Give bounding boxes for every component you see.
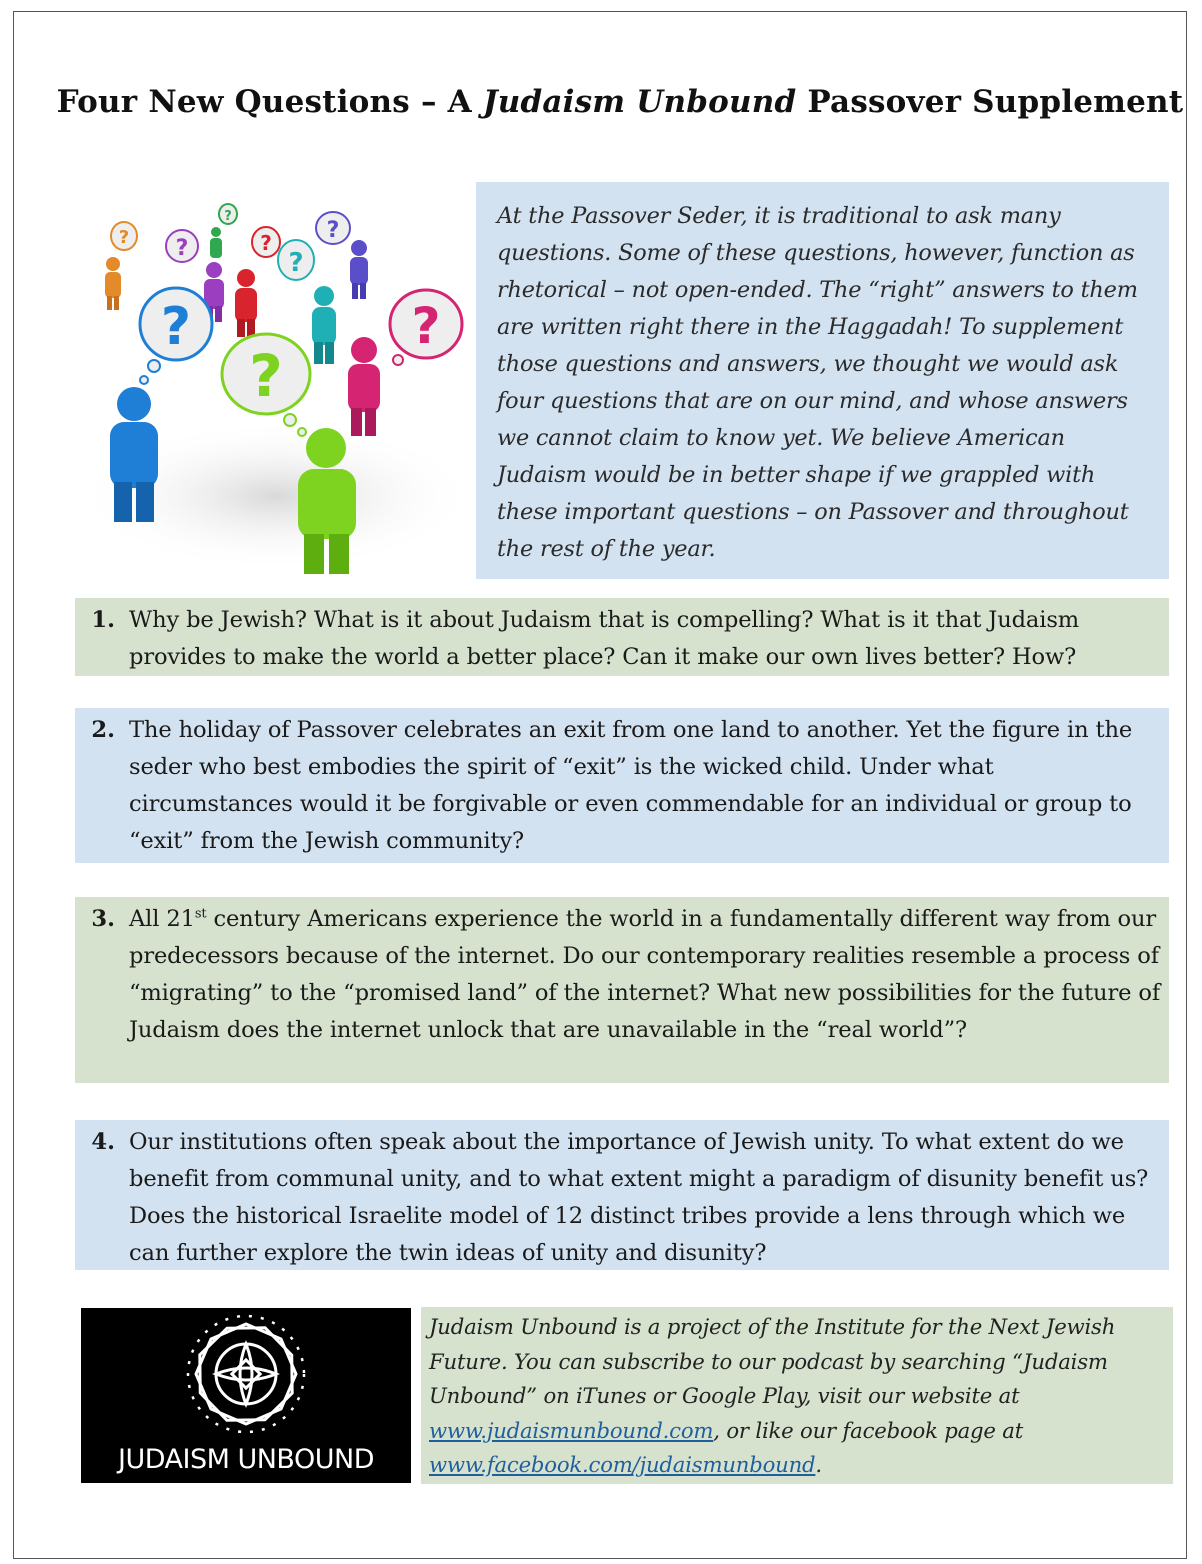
intro-box — [476, 182, 1169, 579]
svg-text:?: ? — [224, 209, 232, 224]
question-3-text-start: All 21 — [129, 906, 195, 932]
website-link[interactable]: www.judaismunbound.com — [429, 1417, 714, 1443]
bubble-orange-question — [111, 222, 137, 250]
bubble-green-question — [219, 204, 237, 224]
bubble-purple-question — [316, 212, 350, 244]
question-2-box — [75, 708, 1169, 863]
svg-text:?: ? — [260, 231, 272, 255]
bubble-lime-question — [222, 334, 310, 436]
judaism-unbound-logo — [81, 1308, 411, 1483]
question-4-text: Our institutions often speak about the importance of Jewish unity. To what extent do we benefit from communal unity, and to what extent might a paradigm of disunity benefit us? Does the historical Israelite model of 12 distinct tribes provide a lens through which we can further explore the twin ideas of unity and disunity? — [129, 1129, 1149, 1266]
title-part1: Four New Questions – A — [56, 84, 483, 120]
question-1-text: Why be Jewish? What is it about Judaism that is compelling? What is it that Judaism provides to make the world a better place? Can it make our own lives better? How? — [129, 607, 1080, 670]
question-3-ordinal: st — [194, 906, 207, 922]
footer-text-2: , or like our facebook page at — [713, 1417, 1024, 1443]
question-2-text: The holiday of Passover celebrates an exit from one land to another. Yet the figure in the seder who best embodies the spirit of “exit” is the wicked child. Under what circumstances would it be forgivable or even commendable for an individual or group to “exit” from the Jewish community? — [129, 717, 1133, 854]
svg-text:?: ? — [411, 297, 441, 355]
svg-text:?: ? — [326, 218, 340, 243]
svg-text:?: ? — [249, 342, 283, 410]
bubble-magenta-question — [390, 290, 462, 365]
title-part2: Passover Supplement — [796, 84, 1184, 120]
svg-text:?: ? — [160, 297, 192, 357]
svg-text:?: ? — [118, 227, 130, 248]
svg-text:?: ? — [288, 248, 304, 278]
question-1-box — [75, 598, 1169, 676]
svg-text:?: ? — [175, 236, 189, 261]
page-title — [0, 84, 1202, 120]
footer-text — [429, 1310, 1163, 1483]
footer-text-3: . — [815, 1452, 822, 1477]
intro-text: At the Passover Seder, it is traditional to ask many questions. Some of these questions, however, function as rhetorical – not open-ended. The “right” answers to them are written right there in the Haggadah! To supplement those questions and answers, we thought we would ask four questions that are on our mind, and whose answers we cannot claim to know yet. We believe American Judaism would be in better shape if we grappled with these important questions – on Passover and throughout the rest of the year. — [497, 203, 1138, 562]
person-teal-figure — [312, 286, 336, 364]
logo-emblem-icon — [81, 1308, 411, 1448]
person-orange-figure — [105, 257, 121, 310]
question-3-number: 3. — [91, 906, 115, 932]
person-red-figure — [235, 269, 257, 337]
question-1-number: 1. — [91, 607, 115, 633]
bubble-red-question — [252, 227, 280, 257]
title-emphasis: Judaism Unbound — [482, 84, 797, 120]
person-purple-small-figure — [350, 240, 368, 299]
bubble-teal-question — [278, 240, 314, 280]
person-magenta-figure — [348, 337, 380, 436]
logo-text: JUDAISM UNBOUND — [117, 1444, 374, 1475]
footer-info-box — [421, 1307, 1173, 1484]
facebook-link[interactable]: www.facebook.com/judaismunbound — [429, 1452, 816, 1477]
question-4-number: 4. — [91, 1129, 115, 1155]
question-2-number: 2. — [91, 717, 115, 743]
bubble-blue-question — [140, 288, 212, 384]
question-3-text — [115, 901, 1163, 1049]
person-green-small-figure — [210, 227, 222, 258]
footer-text-1: Judaism Unbound is a project of the Institute for the Next Jewish Future. You can subscribe to our podcast by searching “Judaism Unbound” on iTunes or Google Play, visit our website at — [429, 1314, 1116, 1408]
question-people-illustration — [76, 196, 476, 576]
bubble-violet-question — [166, 230, 198, 262]
question-4-box — [75, 1120, 1169, 1270]
question-3-text-rest: century Americans experience the world in a fundamentally different way from our predecessors because of the internet. Do our contemporary realities resemble a process of “migrating” to the “promised land” of the internet? What new possibilities for the future of Judaism does the internet unlock that are unavailable in the “real world”? — [129, 906, 1161, 1043]
question-3-box — [75, 897, 1169, 1083]
